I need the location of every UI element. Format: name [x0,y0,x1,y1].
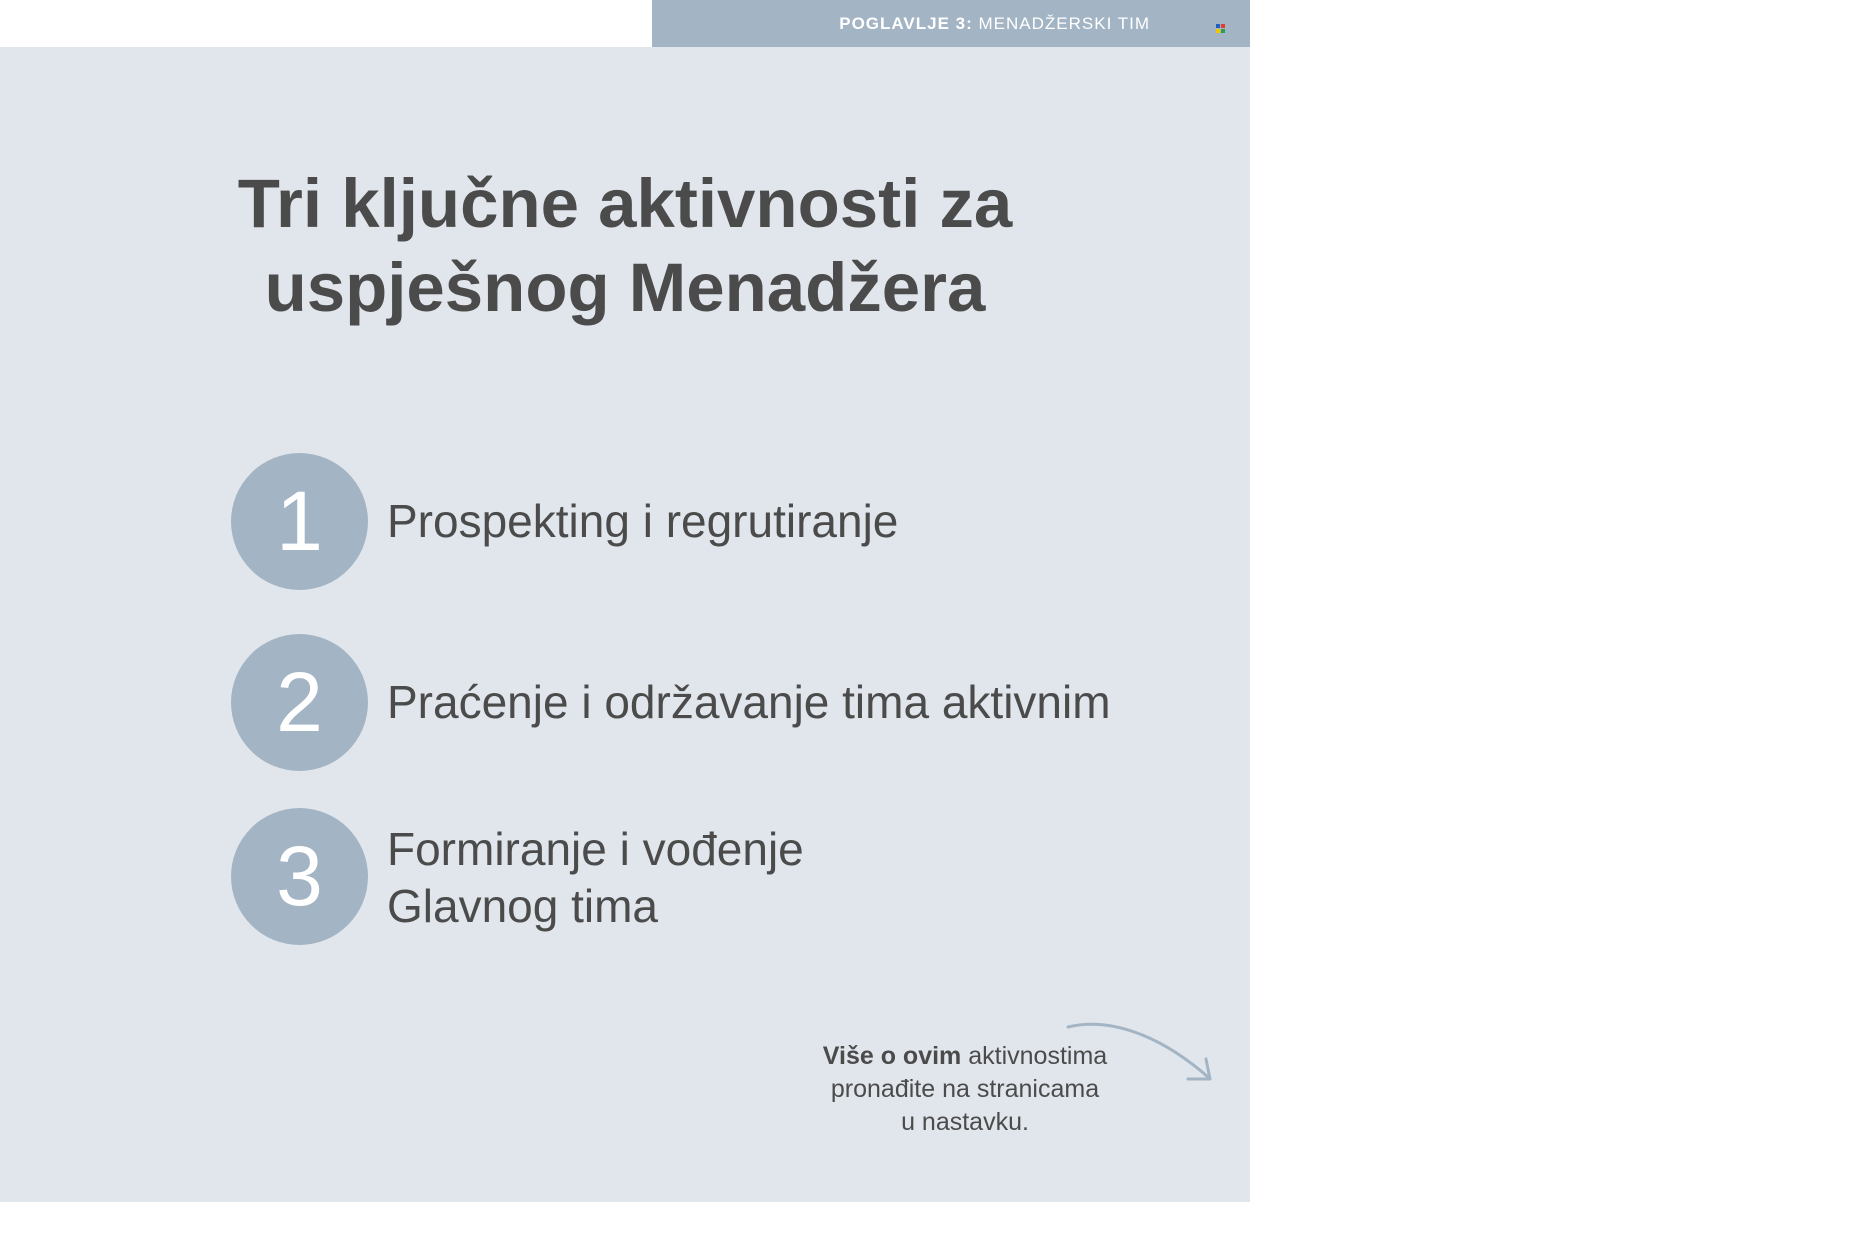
note-line-2: pronađite na stranicama [830,1075,1100,1103]
pixel-logo-icon [1216,24,1225,33]
chapter-label: POGLAVLJE 3: [839,14,973,33]
step-2 [231,634,1231,771]
title-line-1: Tri ključne aktivnosti za [237,165,1013,242]
title-line-2: uspješnog Menadžera [264,249,986,326]
step-label-line-1: Formiranje i vođenje [387,823,804,875]
step-label: Prospekting i regrutiranje [387,495,899,547]
chapter-title: MENADŽERSKI TIM [978,14,1150,33]
header-band [652,0,1858,47]
chapter-heading [839,14,1150,34]
curved-arrow-icon [1060,1015,1220,1095]
step-number-badge: 3 [231,808,368,945]
step-1 [231,453,1231,590]
note-emphasis: Više o ovim [822,1042,962,1070]
step-label: Praćenje i održavanje tima aktivnim [387,676,1111,728]
step-3 [231,808,1231,945]
page-title [0,162,1250,330]
page-number: 31 [1844,17,1858,32]
step-number-badge: 2 [231,634,368,771]
note-line-1: aktivnostima [961,1042,1108,1070]
step-number-badge: 1 [231,453,368,590]
note-line-3: u nastavku. [901,1108,1029,1136]
step-label-line-2: Glavnog tima [387,880,659,932]
